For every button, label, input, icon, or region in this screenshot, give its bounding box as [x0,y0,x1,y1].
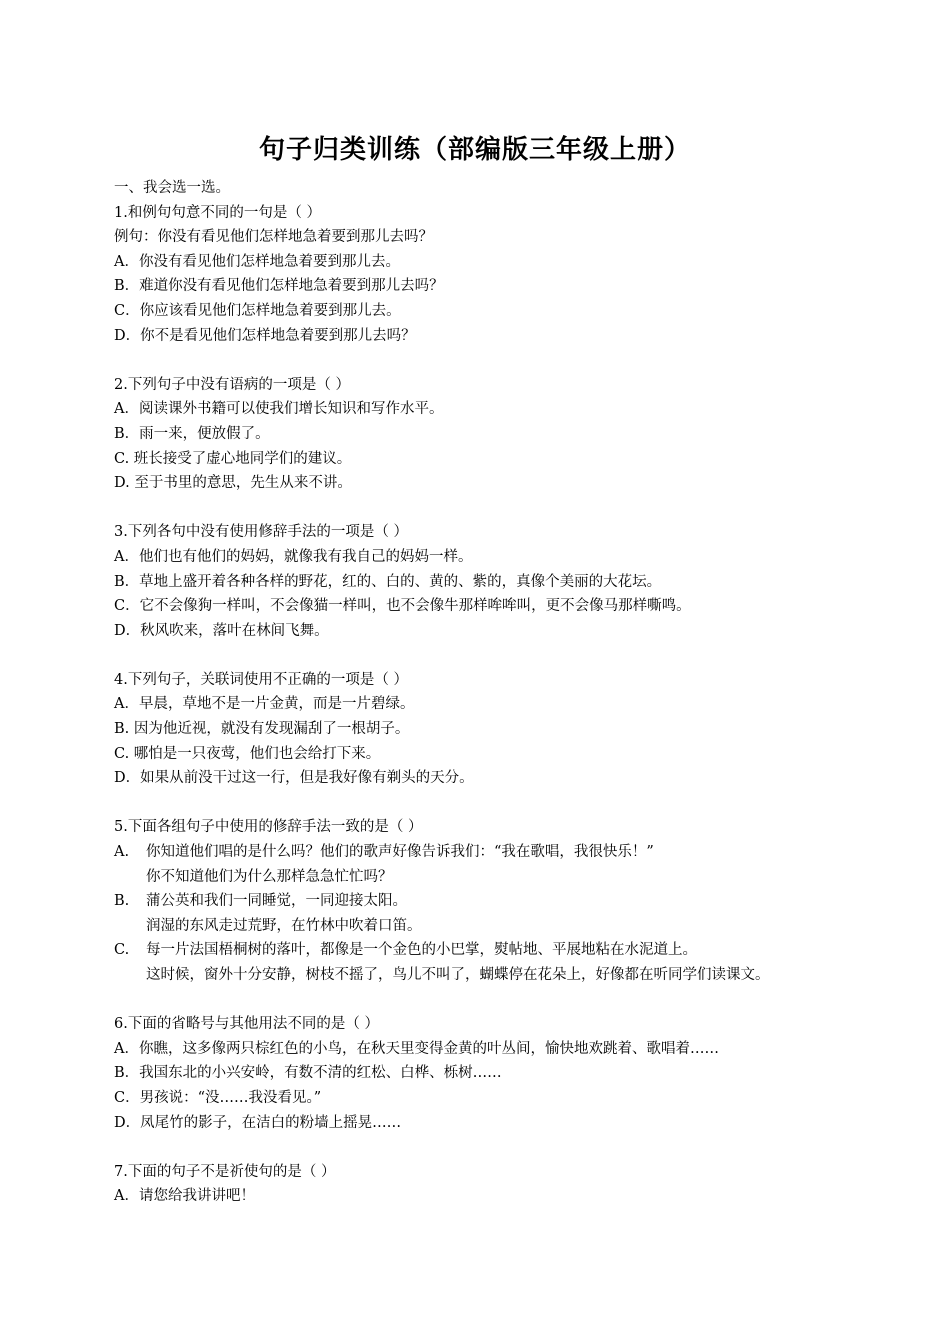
option-text: 每一片法国梧桐树的落叶，都像是一个金色的小巴掌，熨帖地、平展地粘在水泥道上。 [146,942,697,959]
question-6-option-d: D．凤尾竹的影子，在洁白的粉墙上摇晃…… [114,1114,402,1131]
question-4-option-d: D．如果从前没干过这一行，但是我好像有剃头的天分。 [114,770,474,787]
spacer [114,496,914,521]
question-5-group-a-line-2: 你不知道他们为什么那样急急忙忙吗？ [146,868,393,885]
question-4-option-b: B. 因为他近视，就没有发现漏刮了一根胡子。 [114,721,410,738]
question-5-group-c-line-2: 这时候，窗外十分安静，树枝不摇了，鸟儿不叫了，蝴蝶停在花朵上，好像都在听同学们读课文。 [146,967,770,983]
question-2-stem: 2.下列句子中没有语病的一项是（ ） [114,376,350,393]
question-1-option-c: C．你应该看见他们怎样地急着要到那儿去。 [114,302,401,319]
question-3-option-c: C．它不会像狗一样叫，不会像猫一样叫，也不会像牛那样哞哞叫，更不会像马那样嘶鸣。 [114,598,691,615]
option-text: 你知道他们唱的是什么吗？他们的歌声好像告诉我们：“我在歌唱，我很快乐！” [146,844,654,861]
question-6-option-c: C．男孩说：“没……我没看见。” [114,1089,322,1106]
option-label: A. [114,844,130,861]
question-5-group-c-line-1 [114,938,914,963]
spacer [114,791,914,816]
question-4-stem: 4.下列句子，关联词使用不正确的一项是（ ） [114,671,408,688]
option-label: C. [114,942,130,959]
question-5-stem: 5.下面各组句子中使用的修辞手法一致的是（ ） [114,819,423,836]
question-3-option-d: D．秋风吹来，落叶在林间飞舞。 [114,622,329,639]
question-3-option-b: B．草地上盛开着各种各样的野花，红的、白的、黄的、紫的，真像个美丽的大花坛。 [114,573,662,590]
question-2-option-a: A．阅读课外书籍可以使我们增长知识和写作水平。 [114,401,444,418]
question-7-option-a: A．请您给我讲讲吧！ [114,1188,255,1205]
question-1-option-d: D．你不是看见他们怎样地急着要到那儿去吗？ [114,327,416,344]
spacer [114,348,914,373]
spacer [114,643,914,668]
question-1-example: 例句：你没有看见他们怎样地急着要到那儿去吗？ [114,229,433,246]
document-body [114,176,914,1209]
document-title: 句子归类训练（部编版三年级上册） [258,135,691,165]
question-3-option-a: A．他们也有他们的妈妈，就像我有我自己的妈妈一样。 [114,548,473,565]
question-5-group-b-line-2: 润湿的东风走过荒野，在竹林中吹着口笛。 [146,917,422,934]
question-1-option-b: B．难道你没有看见他们怎样地急着要到那儿去吗？ [114,278,444,295]
question-1-stem: 1.和例句句意不同的一句是（ ） [114,204,321,221]
question-5-group-b-line-1 [114,889,914,914]
spacer [114,988,914,1013]
question-2-option-b: B．雨一来，便放假了。 [114,425,270,442]
question-6-stem: 6.下面的省略号与其他用法不同的是（ ） [114,1016,379,1033]
question-5-group-a-line-1 [114,840,914,865]
question-1-option-a: A．你没有看见他们怎样地急着要到那儿去。 [114,253,400,270]
option-label: B. [114,893,130,910]
spacer [114,1135,914,1160]
question-7-stem: 7.下面的句子不是祈使句的是（ ） [114,1163,336,1180]
section-heading: 一、我会选一选。 [114,180,230,196]
question-2-option-c: C. 班长接受了虚心地同学们的建议。 [114,450,352,467]
question-6-option-a: A．你瞧，这多像两只棕红色的小鸟，在秋天里变得金黄的叶丛间，愉快地欢跳着、歌唱着…… [114,1040,719,1057]
option-text: 蒲公英和我们一同睡觉，一同迎接太阳。 [146,893,407,910]
question-3-stem: 3.下列各句中没有使用修辞手法的一项是（ ） [114,524,408,541]
question-4-option-a: A．早晨，草地不是一片金黄，而是一片碧绿。 [114,696,415,713]
question-2-option-d: D. 至于书里的意思，先生从来不讲。 [114,475,352,492]
question-4-option-c: C. 哪怕是一只夜莺，他们也会给打下来。 [114,745,381,762]
question-6-option-b: B．我国东北的小兴安岭，有数不清的红松、白桦、栎树…… [114,1065,502,1082]
